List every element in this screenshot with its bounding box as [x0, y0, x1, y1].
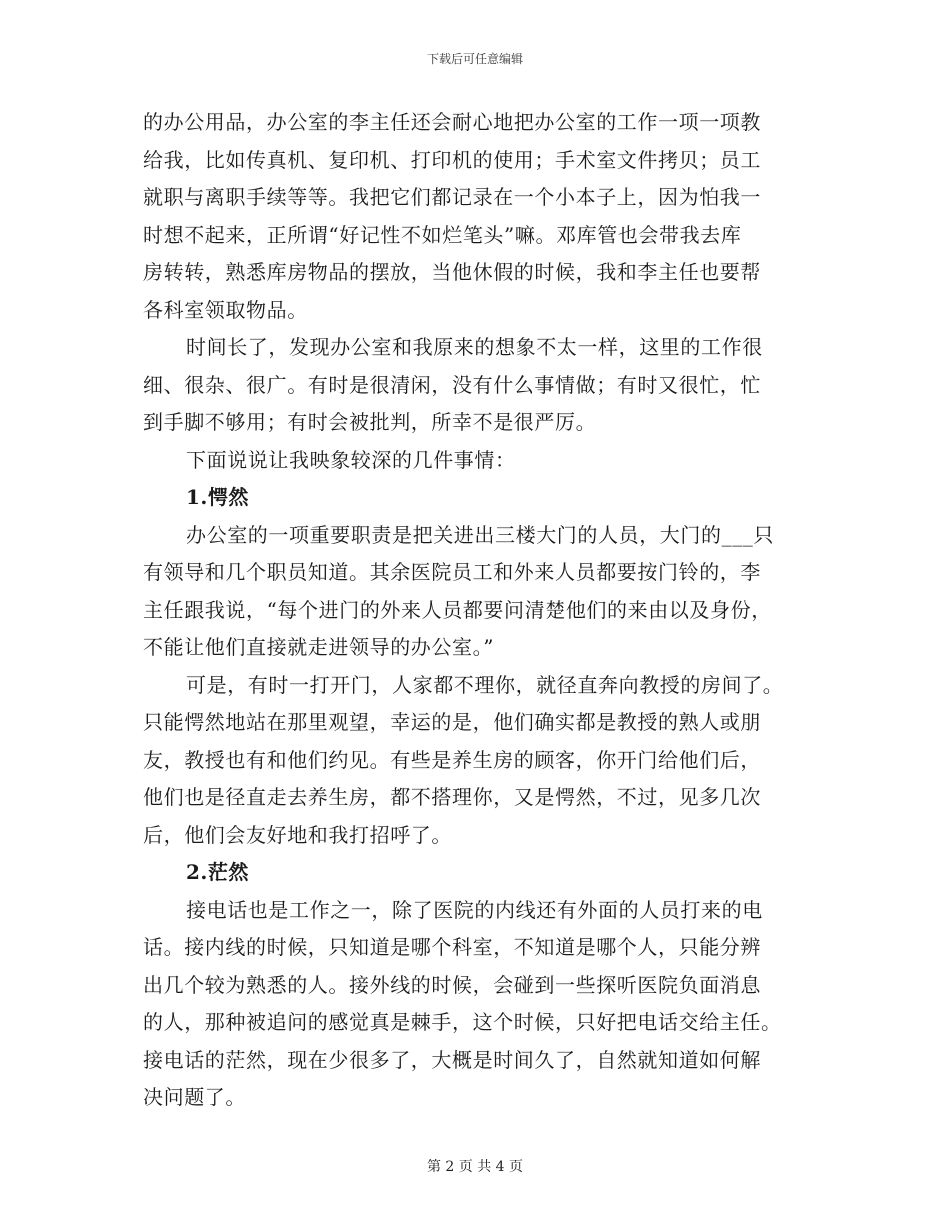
body-line: 不能让他们直接就走进领导的办公室。”	[143, 635, 495, 659]
paragraph-first-line: 办公室的一项重要职责是把关进出三楼大门的人员，大门的___只	[186, 522, 774, 547]
body-line: 就职与离职手续等等。我把它们都记录在一个小本子上，因为怕我一	[143, 185, 761, 209]
body-line: 到手脚不够用；有时会被批判，所幸不是很严厉。	[143, 410, 597, 434]
body-line: 接电话的茫然，现在少很多了，大概是时间久了，自然就知道如何解	[143, 1047, 761, 1072]
body-line: 主任跟我说，“每个进门的外来人员都要问清楚他们的来由以及身份，	[143, 597, 772, 622]
body-line: 后，他们会友好地和我打招呼了。	[143, 822, 452, 847]
body-line: 的办公用品，办公室的李主任还会耐心地把办公室的工作一项一项教	[143, 110, 761, 134]
paragraph-first-line: 下面说说让我映象较深的几件事情：	[186, 447, 516, 472]
body-line: 细、很杂、很广。有时是很清闲，没有什么事情做；有时又很忙，忙	[143, 372, 761, 397]
page-header: 下载后可任意编辑	[426, 52, 523, 66]
body-line: 时想不起来，正所谓“好记性不如烂笔头”嘛。邓库管也会带我去库	[143, 222, 742, 247]
body-line: 出几个较为熟悉的人。接外线的时候，会碰到一些探听医院负面消息	[143, 972, 761, 997]
body-line: 的人，那种被追问的感觉真是棘手，这个时候，只好把电话交给主任。	[143, 1010, 782, 1034]
paragraph-first-line: 可是，有时一打开门，人家都不理你，就径直奔向教授的房间了。	[186, 672, 784, 697]
body-line: 他们也是径直走去养生房，都不搭理你，又是愕然，不过，见多几次	[143, 785, 761, 809]
body-line: 有领导和几个职员知道。其余医院员工和外来人员都要按门铃的，李	[143, 560, 761, 584]
body-line: 只能愕然地站在那里观望，幸运的是，他们确实都是教授的熟人或朋	[143, 710, 761, 734]
body-line: 各科室领取物品。	[143, 297, 308, 322]
body-line: 决问题了。	[143, 1085, 246, 1109]
paragraph-first-line: 时间长了，发现办公室和我原来的想象不太一样，这里的工作很	[186, 335, 763, 359]
page-footer: 第 2 页 共 4 页	[426, 1159, 524, 1175]
body-line: 友，教授也有和他们约见。有些是养生房的顾客，你开门给他们后，	[143, 747, 761, 772]
document-body	[143, 104, 813, 1117]
body-line: 给我，比如传真机、复印机、打印机的使用；手术室文件拷贝；员工	[143, 147, 761, 172]
paragraph-first-line: 接电话也是工作之一，除了医院的内线还有外面的人员打来的电	[186, 897, 763, 922]
section-heading: 2.茫然	[186, 860, 249, 884]
body-line: 房转转，熟悉库房物品的摆放，当他休假的时候，我和李主任也要帮	[143, 260, 761, 284]
section-heading: 1.愕然	[186, 485, 249, 509]
body-line: 话。接内线的时候，只知道是哪个科室，不知道是哪个人，只能分辨	[143, 935, 761, 959]
